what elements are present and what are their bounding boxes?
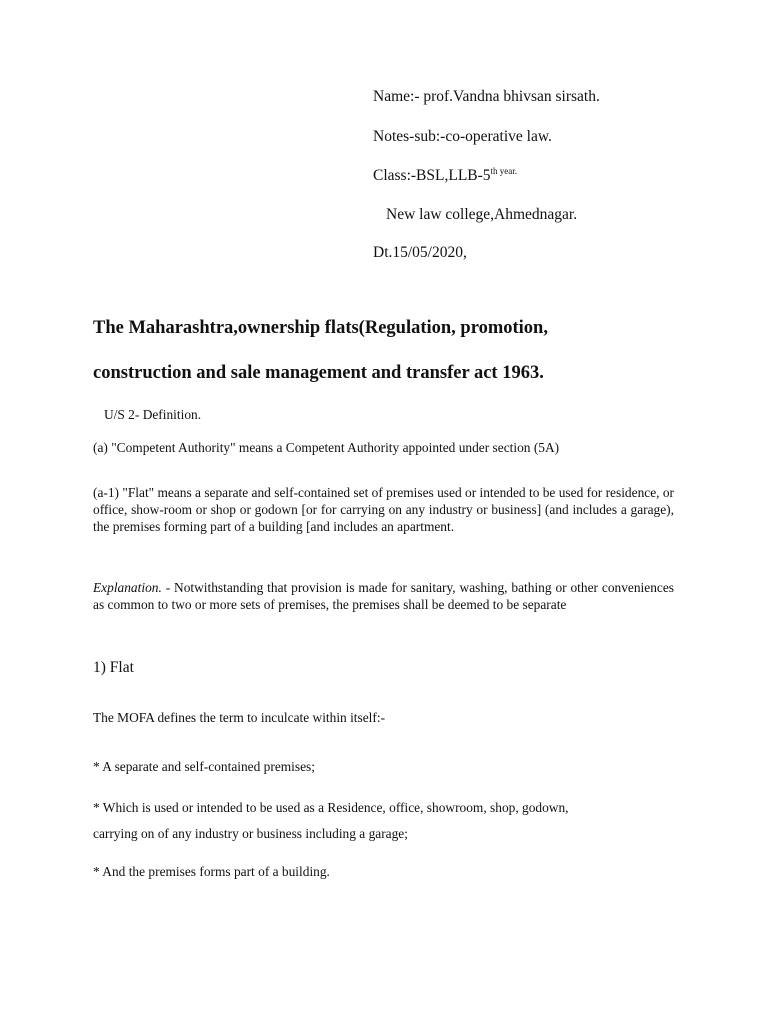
college-name: New law college,Ahmednagar. [386, 206, 578, 223]
bullet-1: * A separate and self-contained premises; [93, 759, 315, 774]
act-title-line-2: construction and sale management and transfer act 1963. [93, 363, 544, 383]
mofa-intro: The MOFA defines the term to inculcate within itself:- [93, 710, 386, 725]
document-date: Dt.15/05/2020, [373, 244, 467, 261]
bullet-3: * And the premises forms part of a building. [93, 864, 330, 879]
class-line [373, 166, 517, 185]
clause-a1: (a-1) "Flat" means a separate and self-contained set of premises used or intended to be used for residence, or office, show-room or shop or godown [or for carrying on any industry or business] (and includes a garage), the premises forming part of a building [and includes an apartment. [93, 485, 674, 534]
bullet-2-line-1: * Which is used or intended to be used as a Residence, office, showroom, shop, godown, [93, 800, 569, 815]
explanation-text: - Notwithstanding that provision is made for sanitary, washing, bathing or other conveniences as common to two or more sets of premises, the premises shall be deemed to be separate [93, 580, 674, 612]
explanation-paragraph [93, 579, 674, 613]
section-label: U/S 2- Definition. [104, 407, 202, 422]
clause-a: (a) "Competent Authority" means a Competent Authority appointed under section (5A) [93, 440, 560, 455]
author-name: Name:- prof.Vandna bhivsan sirsath. [373, 88, 600, 105]
act-title-line-1: The Maharashtra,ownership flats(Regulation, promotion, [93, 318, 548, 338]
notes-subject: Notes-sub:-co-operative law. [373, 128, 552, 145]
explanation-label: Explanation. [93, 580, 162, 595]
class-superscript: th year. [490, 166, 518, 176]
flat-heading: 1) Flat [93, 659, 134, 676]
class-text: Class:-BSL,LLB-5 [373, 167, 491, 184]
bullet-2-line-2: carrying on of any industry or business including a garage; [93, 826, 408, 841]
